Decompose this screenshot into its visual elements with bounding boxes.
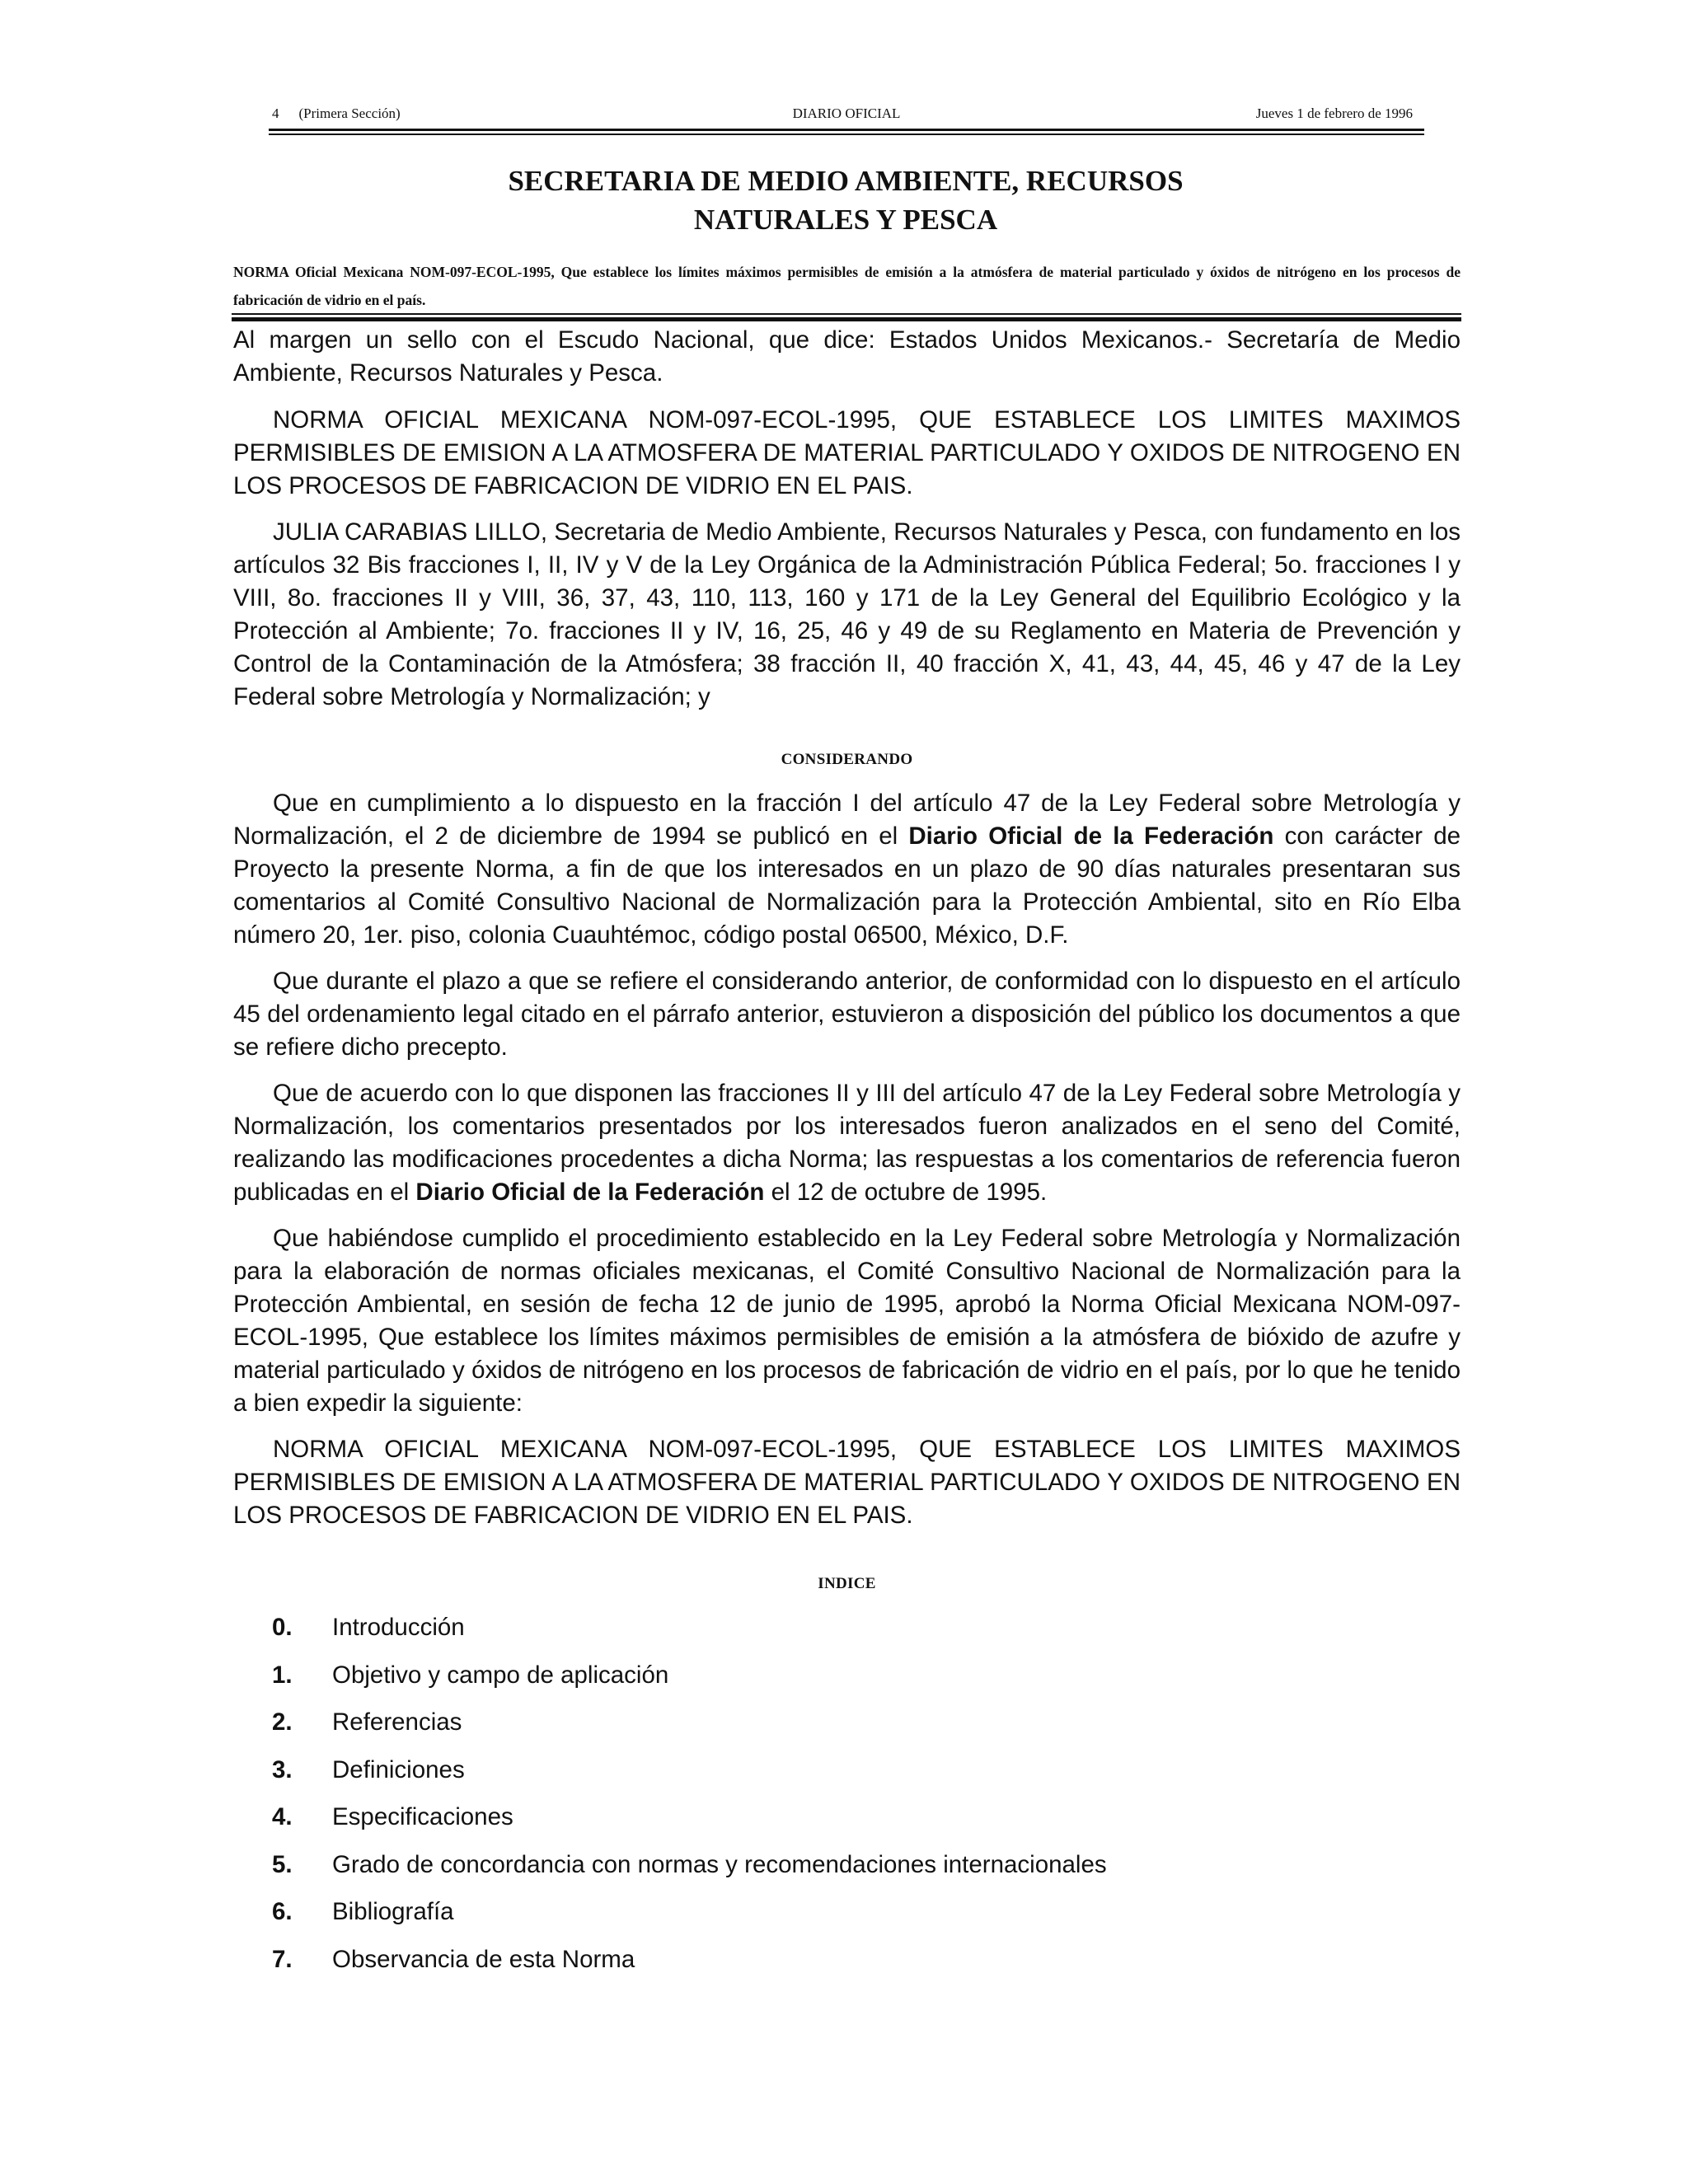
index-list <box>272 1611 1261 1990</box>
section-title <box>231 162 1461 239</box>
considerando-3-text-a: Que de acuerdo con lo que disponen las fracciones II y III del artículo 47 de la Ley Federal sobre Metrología y Normalización, los comentarios presentados por los interesados fueron analizados en el seno del Comité, realizando las modificaciones procedentes a dicha Norma; las respuestas a los comentarios de referencia fueron publicadas en el <box>233 1080 1461 1206</box>
index-item-label: Observancia de esta Norma <box>332 1945 635 1973</box>
index-item <box>272 1659 1261 1707</box>
running-header <box>269 105 1424 129</box>
index-item <box>272 1706 1261 1754</box>
header-rule-double <box>269 134 1424 135</box>
summary-rule-thick <box>232 317 1461 321</box>
intro-section <box>233 324 1461 714</box>
publication-date: Jueves 1 de febrero de 1996 <box>1255 105 1413 121</box>
document-summary: NORMA Oficial Mexicana NOM-097-ECOL-1995, Que establece los límites máximos permisibles de emisión a la atmósfera de material particulado y óxidos de nitrógeno en los procesos de fabricación de vidrio en el país. <box>233 264 1461 308</box>
publication-name: DIARIO OFICIAL <box>792 105 901 121</box>
index-item <box>272 1611 1261 1659</box>
considerando-heading: CONSIDERANDO <box>781 751 913 768</box>
section-label: (Primera Sección) <box>298 105 401 121</box>
considerando-1-text-a: Que en cumplimiento a lo dispuesto en la fracción I del artículo 47 de la Ley Federal sobre Metrología y Normalización, el 2 de diciembre de 1994 se publicó en el <box>233 790 1461 850</box>
index-item-number: 7. <box>272 1945 293 1973</box>
index-item-label: Referencias <box>332 1708 462 1736</box>
diario-oficial-ref-2: Diario Oficial de la Federación <box>415 1179 765 1206</box>
index-item-number: 4. <box>272 1803 293 1830</box>
index-item-number: 6. <box>272 1898 293 1925</box>
index-item-label: Objetivo y campo de aplicación <box>332 1661 669 1689</box>
considerando-paragraph-3 <box>233 1077 1461 1209</box>
header-rule <box>269 129 1424 131</box>
intro-paragraph-legal-basis: JULIA CARABIAS LILLO, Secretaria de Medio Ambiente, Recursos Naturales y Pesca, con fundamento en los artículos 32 Bis fracciones I, II, IV y V de la Ley Orgánica de la Administración Pública Federal; 5o. fracciones I y VIII, 8o. fracciones II y VIII, 36, 37, 43, 110, 113, 160 y 171 de la Ley General del Equilibrio Ecológico y la Protección al Ambiente; 7o. fracciones II y IV, 16, 25, 46 y 49 de su Reglamento en Materia de Prevención y Control de la Contaminación de la Atmósfera; 38 fracción II, 40 fracción X, 41, 43, 44, 45, 46 y 47 de la Ley Federal sobre Metrología y Normalización; y <box>233 518 1461 710</box>
index-item-label: Bibliografía <box>332 1898 454 1925</box>
considerando-3-text-b: el 12 de octubre de 1995. <box>764 1179 1048 1206</box>
index-item-label: Definiciones <box>332 1755 465 1783</box>
index-item-number: 2. <box>272 1708 293 1736</box>
index-item-label: Especificaciones <box>332 1803 513 1830</box>
index-heading: INDICE <box>818 1575 876 1592</box>
index-item-number: 5. <box>272 1850 293 1878</box>
intro-paragraph-seal: Al margen un sello con el Escudo Nacional, que dice: Estados Unidos Mexicanos.- Secretaría de Medio Ambiente, Recursos Naturales y Pesca. <box>233 326 1461 387</box>
considerando-1-text-b: con carácter de Proyecto la presente Norma, a fin de que los interesados en un plazo de 90 días naturales presentaran sus comentarios al Comité Consultivo Nacional de Normalización para la Protección Ambiental, sito en Río Elba número 20, 1er. piso, colonia Cuauhtémoc, código postal 06500, México, D.F. <box>233 823 1461 949</box>
intro-paragraph-norm-title: NORMA OFICIAL MEXICANA NOM-097-ECOL-1995, QUE ESTABLECE LOS LIMITES MAXIMOS PERMISIBLES DE EMISION A LA ATMOSFERA DE MATERIAL PARTICULADO Y OXIDOS DE NITROGENO EN LOS PROCESOS DE FABRICACION DE VIDRIO EN EL PAIS. <box>233 406 1461 499</box>
index-item-number: 1. <box>272 1661 293 1689</box>
considerando-section <box>233 787 1461 1532</box>
considerando-paragraph-2: Que durante el plazo a que se refiere el considerando anterior, de conformidad con lo dispuesto en el artículo 45 del ordenamiento legal citado en el párrafo anterior, estuvieron a disposición del público los documentos a que se refiere dicho precepto. <box>233 968 1461 1061</box>
section-title-line-2: NATURALES Y PESCA <box>693 204 998 236</box>
index-item-number: 3. <box>272 1755 293 1783</box>
index-item <box>272 1754 1261 1802</box>
index-item <box>272 1943 1261 1991</box>
considerando-paragraph-4: Que habiéndose cumplido el procedimiento establecido en la Ley Federal sobre Metrología y Normalización para la elaboración de normas oficiales mexicanas, el Comité Consultivo Nacional de Normalización para la Protección Ambiental, en sesión de fecha 12 de junio de 1995, aprobó la Norma Oficial Mexicana NOM-097-ECOL-1995, Que establece los límites máximos permisibles de emisión a la atmósfera de bióxido de azufre y material particulado y óxidos de nitrógeno en los procesos de fabricación de vidrio en el país, por lo que he tenido a bien expedir la siguiente: <box>233 1225 1461 1417</box>
considerando-paragraph-5: NORMA OFICIAL MEXICANA NOM-097-ECOL-1995, QUE ESTABLECE LOS LIMITES MAXIMOS PERMISIBLES DE EMISION A LA ATMOSFERA DE MATERIAL PARTICULADO Y OXIDOS DE NITROGENO EN LOS PROCESOS DE FABRICACION DE VIDRIO EN EL PAIS. <box>233 1436 1461 1529</box>
index-item <box>272 1896 1261 1943</box>
section-title-line-1: SECRETARIA DE MEDIO AMBIENTE, RECURSOS <box>508 165 1184 197</box>
considerando-paragraph-1 <box>233 787 1461 952</box>
index-item-label: Grado de concordancia con normas y recomendaciones internacionales <box>332 1850 1107 1878</box>
summary-rule <box>232 313 1461 315</box>
page-number: 4 <box>272 105 279 121</box>
index-item-label: Introducción <box>332 1614 465 1641</box>
index-item-number: 0. <box>272 1614 293 1641</box>
index-item <box>272 1801 1261 1849</box>
diario-oficial-ref-1: Diario Oficial de la Federación <box>908 823 1274 850</box>
index-item <box>272 1849 1261 1896</box>
